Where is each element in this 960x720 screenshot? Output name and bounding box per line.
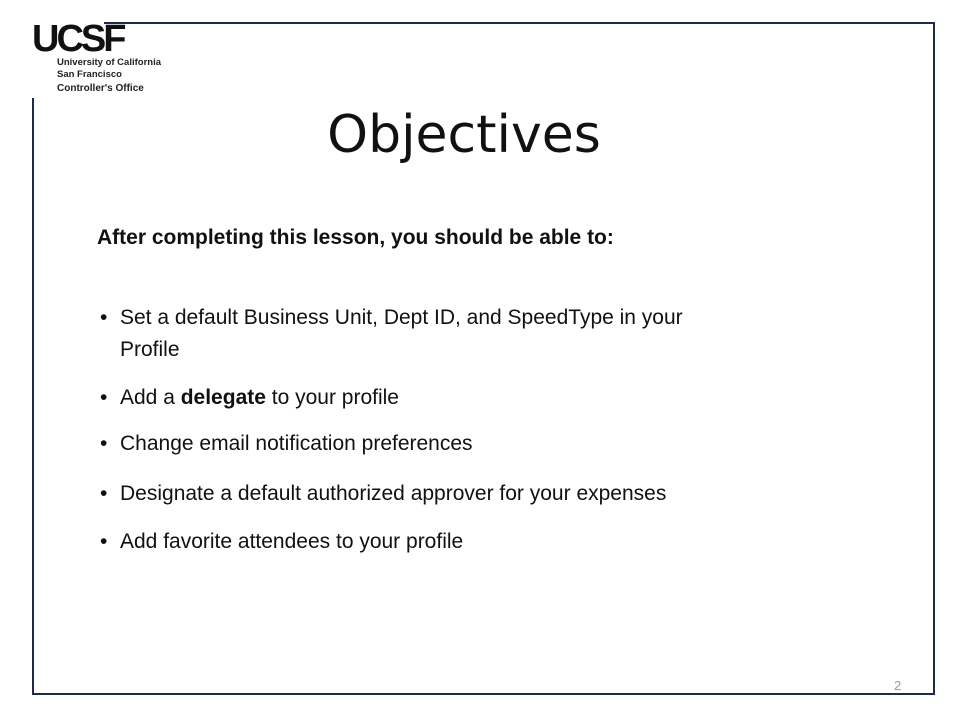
bullet-text-bold: delegate xyxy=(180,386,266,409)
bullet-text: Designate a default authorized approver for your expenses xyxy=(120,482,667,505)
list-item xyxy=(100,302,683,366)
bullet-marker: • xyxy=(100,386,108,409)
logo-office-line: Controller's Office xyxy=(57,83,144,94)
slide-title: Objectives xyxy=(327,105,601,165)
list-item xyxy=(100,478,666,510)
logo-university-line: University of California xyxy=(57,57,161,68)
ucsf-logo-mark: UCSF xyxy=(32,18,124,60)
logo-city-line: San Francisco xyxy=(57,69,122,80)
page-number: 2 xyxy=(894,678,902,693)
bullet-text-after: to your profile xyxy=(265,386,399,409)
intro-text: After completing this lesson, you should be able to: xyxy=(97,226,614,249)
list-item xyxy=(100,382,399,414)
bullet-marker: • xyxy=(100,482,108,505)
bullet-text: Change email notification preferences xyxy=(120,432,473,455)
bullet-text-continued: Profile xyxy=(120,338,180,361)
list-item xyxy=(100,428,473,460)
bullet-marker: • xyxy=(100,306,108,329)
bullet-text: Set a default Business Unit, Dept ID, and SpeedType in your xyxy=(120,306,683,329)
bullet-text-before: Add a xyxy=(120,386,181,409)
list-item xyxy=(100,526,463,558)
bullet-marker: • xyxy=(100,530,108,553)
bullet-text: Add favorite attendees to your profile xyxy=(120,530,464,553)
bullet-marker: • xyxy=(100,432,108,455)
